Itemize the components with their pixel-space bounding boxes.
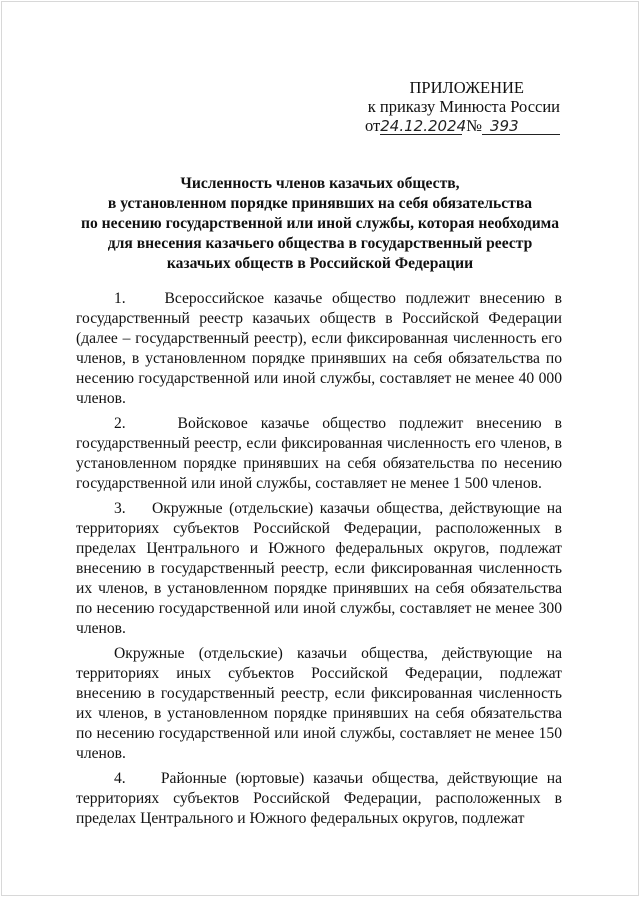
title-line: Численность членов казачьих обществ, <box>180 175 460 192</box>
document-body <box>76 289 562 834</box>
title-line: по несению государственной или иной службы, которая необходима <box>80 215 559 232</box>
order-reference: к приказу Минюста России <box>367 97 560 116</box>
order-date-prefix: от <box>365 116 381 135</box>
order-number-handwritten: 393 <box>482 118 560 135</box>
paragraph-1: 1. Всероссийское казачье общество подлежит внесению в государственный реестр казачьих обществ в Российской Федерации (далее – государственный реестр), если фиксированная численность его членов, в установленном порядке принявших на себя обязательства по несению государственной или иной службы, составляет не менее 40 000 членов. <box>76 290 562 407</box>
paragraph-2: 2. Войсковое казачье общество подлежит внесению в государственный реестр, если фиксированная численность его членов, в установленном порядке принявших на себя обязательства по несению государственной или иной службы, составляет не менее 1 500 членов. <box>76 415 562 492</box>
title-line: казачьих обществ в Российской Федерации <box>166 255 474 272</box>
paragraph-3: 3. Окружные (отдельские) казачьи общества, действующие на территориях субъектов Российской Федерации, расположенных в пределах Центрального и Южного федеральных округов, подлежат внесению в государственный реестр, если фиксированная численность их членов, в установленном порядке принявших на себя обязательства по несению государственной или иной службы, составляет не менее 300 членов. <box>76 500 562 637</box>
order-date-handwritten: 24.12.2024 <box>380 117 467 135</box>
appendix-title: ПРИЛОЖЕНИЕ <box>409 78 524 97</box>
order-header <box>350 78 560 135</box>
order-number-prefix: № <box>466 116 482 135</box>
document-title <box>70 174 570 274</box>
title-line: в установленном порядке принявших на себя обязательства <box>107 195 533 212</box>
order-date-number-line <box>350 116 560 135</box>
paragraph-4: 4. Районные (юртовые) казачьи общества, действующие на территориях субъектов Российской Федерации, расположенных в пределах Центрального и Южного федеральных округов, подлежат <box>76 770 562 827</box>
title-line: для внесения казачьего общества в государственный реестр <box>107 235 533 252</box>
paragraph-3-continued: Окружные (отдельские) казачьи общества, действующие на территориях иных субъектов Российской Федерации, подлежат внесению в государственный реестр, если фиксированная численность их членов, в установленном порядке принявших на себя обязательства по несению государственной или иной службы, составляет не менее 150 членов. <box>76 645 562 762</box>
